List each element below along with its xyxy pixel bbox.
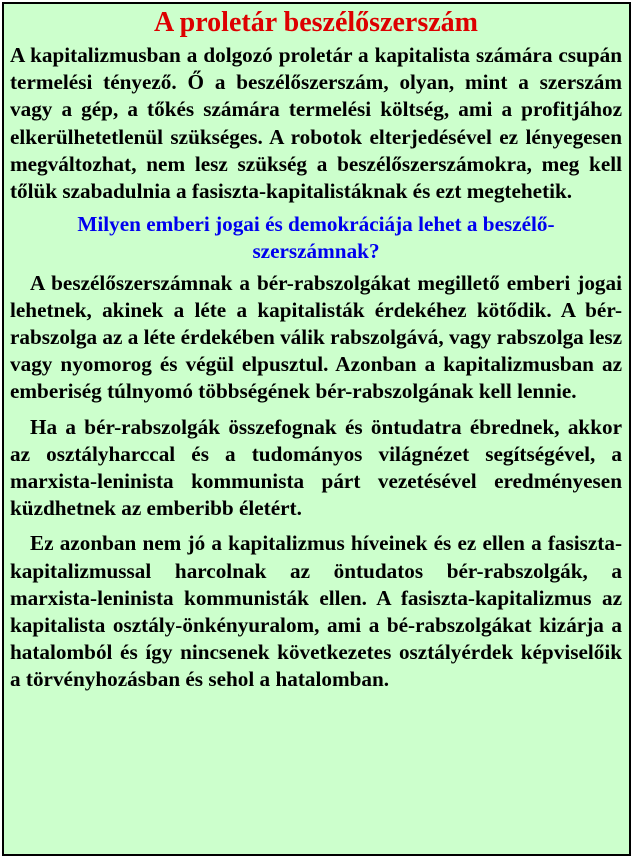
question-heading: Milyen emberi jogai és demokráciája lehet a beszélőszerszámnak? [77,212,555,264]
article-title: A proletár beszélőszerszám [154,7,478,38]
body-paragraph-1: A beszélőszerszámnak a bér-rabszolgákat megillető emberi jogai lehetnek, akinek a léte a kapitalisták érdekéhez kötődik. A bér-rabszolga az a léte érdekében válik rabszolgává, vagy rabszolga lesz vagy nyomorog és végül elpusztul. Azonban a kapitalizmusban az emberiség túlnyomó többségének bér-rabszolgának kell lennie. [10,270,623,404]
article-box [2,2,631,856]
body-paragraph-2: Ha a bér-rabszolgák összefognak és öntudatra ébrednek, akkor az osztályharccal és a tudományos világnézet segítségével, a marxista-leninista kommunista párt vezetésével eredményesen küzdhetnek az emberibb életért. [10,414,622,521]
article-content [10,6,622,694]
intro-paragraph: A kapitalizmusban a dolgozó proletár a kapitalista számára csupán termelési tényező. Ő a beszélőszerszám, olyan, mint a szerszám vagy a gép, a tőkés számára termelési költség, ami a profitjához elkerülhetetlenül szükséges. A robotok elterjedésével ez lényegesen megváltozhat, nem lesz szükség a beszélőszerszámokra, meg kell tőlük szabadulnia a fasiszta-kapitalistáknak és ezt megtehetik. [10,43,622,204]
body-paragraph-3: Ez azonban nem jó a kapitalizmus híveinek és ez ellen a fasiszta-kapitalizmussal harcolnak az öntudatos bér-rabszolgák, a marxista-leninista kommunisták ellen. A fasiszta-kapitalizmus az kapitalista osztály-önkényuralom, ami a bé-rabszolgákat kizárja a hatalomból és így nincsenek következetes osztályérdek képviselőik a törvényhozásban és sehol a hatalomban. [10,531,622,692]
